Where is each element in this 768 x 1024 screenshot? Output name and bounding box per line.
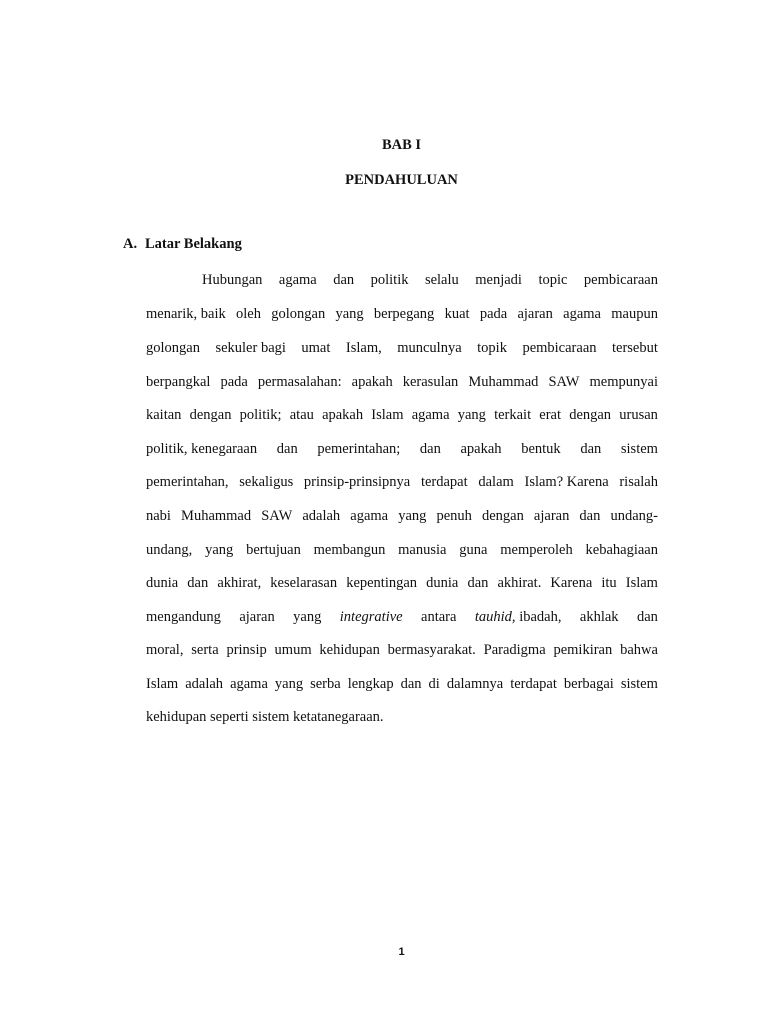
word: dan — [579, 508, 601, 524]
word: moral, — [146, 642, 184, 658]
word: akhirat, — [217, 575, 262, 591]
word: dan — [276, 441, 298, 457]
word: agama — [411, 407, 450, 423]
section-title: Latar Belakang — [145, 236, 242, 252]
word: yang — [398, 508, 427, 524]
word: yang — [293, 609, 322, 625]
paragraph-line — [146, 674, 658, 694]
word: Hubungan — [202, 272, 263, 288]
section-marker: A. — [123, 236, 138, 252]
paragraph-line — [146, 640, 658, 660]
paragraph-line — [146, 372, 658, 392]
word: undang, — [146, 542, 193, 558]
word: golongan — [146, 340, 200, 356]
word: prinsip — [226, 642, 267, 658]
word: kehidupan — [319, 642, 380, 658]
word: dengan — [481, 508, 524, 524]
word: dunia — [146, 575, 179, 591]
word: Islam, — [345, 340, 382, 356]
word: pembicaraan — [522, 340, 597, 356]
word: sistem — [620, 676, 658, 692]
word: yang — [457, 407, 486, 423]
word: politik, kenegaraan — [146, 441, 258, 457]
word: menjadi — [475, 272, 522, 288]
paragraph-line — [146, 573, 658, 593]
word: golongan — [271, 306, 326, 322]
word: manusia — [398, 542, 447, 558]
word: mengandung — [146, 609, 221, 625]
word: oleh — [236, 306, 261, 322]
word: Islam — [371, 407, 404, 423]
chapter-title: PENDAHULUAN — [345, 172, 458, 188]
word: pembicaraan — [583, 272, 658, 288]
word: lengkap — [347, 676, 394, 692]
word: tersebut — [612, 340, 658, 356]
word: dalam — [478, 474, 514, 490]
word: dan — [636, 609, 658, 625]
word: sekuler bagi — [215, 340, 286, 356]
word: tauhid, ibadah, — [474, 609, 562, 625]
word: berbagai — [563, 676, 614, 692]
word: akhlak — [579, 609, 619, 625]
word: pada — [220, 374, 248, 390]
word: agama — [563, 306, 601, 322]
word: undang- — [610, 508, 658, 524]
word: agama — [230, 676, 268, 692]
word: itu — [601, 575, 617, 591]
word: Islam — [625, 575, 658, 591]
paragraph-line — [146, 707, 658, 727]
word: topik — [477, 340, 507, 356]
word: keselarasan — [270, 575, 338, 591]
word: dan — [580, 441, 602, 457]
word: membangun — [313, 542, 386, 558]
word: sistem — [620, 441, 658, 457]
word: Islam? Karena — [524, 474, 609, 490]
word: umum — [274, 642, 312, 658]
word: berpangkal — [146, 374, 211, 390]
word: bertujuan — [246, 542, 301, 558]
word: erat — [539, 407, 562, 423]
word: kehidupan seperti sistem ketatanegaraan. — [146, 709, 384, 725]
paragraph-line — [202, 270, 658, 290]
paragraph-line — [146, 338, 658, 358]
word: permasalahan: — [257, 374, 342, 390]
word: Muhammad — [468, 374, 539, 390]
paragraph-line — [146, 439, 658, 459]
paragraph-line — [146, 472, 658, 492]
word: kaitan — [146, 407, 182, 423]
word: selalu — [424, 272, 459, 288]
word: serta — [191, 642, 219, 658]
word: bahwa — [620, 642, 658, 658]
word: dunia — [426, 575, 459, 591]
word: SAW — [261, 508, 293, 524]
section-heading — [123, 236, 242, 253]
word: menarik, baik — [146, 306, 226, 322]
word: politik; — [239, 407, 282, 423]
word: urusan — [619, 407, 658, 423]
word: SAW — [548, 374, 580, 390]
word: akhirat. — [497, 575, 542, 591]
word: antara — [421, 609, 457, 625]
word: dengan — [569, 407, 612, 423]
word: memperoleh — [500, 542, 573, 558]
word: apakah — [460, 441, 502, 457]
word: dalamnya — [446, 676, 504, 692]
word: dan — [419, 441, 441, 457]
word: bentuk — [521, 441, 561, 457]
word: ajaran — [239, 609, 275, 625]
word: agama — [350, 508, 389, 524]
word: umat — [301, 340, 331, 356]
paragraph-line — [146, 540, 658, 560]
word: terdapat — [510, 676, 557, 692]
word: Karena — [550, 575, 593, 591]
word: pemikiran — [553, 642, 613, 658]
word: topic — [538, 272, 568, 288]
word: serba — [310, 676, 341, 692]
word: nabi — [146, 508, 171, 524]
word: atau — [289, 407, 314, 423]
word: terdapat — [420, 474, 468, 490]
word: dengan — [189, 407, 232, 423]
chapter-number: BAB I — [381, 137, 422, 153]
word: kerasulan — [402, 374, 459, 390]
word: kepentingan — [346, 575, 418, 591]
word: pada — [479, 306, 508, 322]
page-number: 1 — [398, 946, 405, 958]
word: di — [428, 676, 440, 692]
word: munculnya — [397, 340, 462, 356]
word: pemerintahan, — [146, 474, 229, 490]
word: integrative — [339, 609, 403, 625]
word: yang — [335, 306, 364, 322]
word: maupun — [611, 306, 658, 322]
word: berpegang — [373, 306, 435, 322]
word: terkait — [494, 407, 532, 423]
word: adalah — [302, 508, 341, 524]
word: penuh — [436, 508, 472, 524]
word: mempunyai — [589, 374, 658, 390]
paragraph-line — [146, 405, 658, 425]
word: Paradigma — [483, 642, 546, 658]
word: sekaligus — [239, 474, 294, 490]
word: prinsip-prinsipnya — [303, 474, 411, 490]
word: apakah — [351, 374, 393, 390]
word: politik — [370, 272, 409, 288]
word: yang — [205, 542, 234, 558]
word: ajaran — [533, 508, 570, 524]
word: kuat — [444, 306, 470, 322]
word: apakah — [322, 407, 364, 423]
word: kebahagiaan — [585, 542, 658, 558]
word: dan — [187, 575, 209, 591]
paragraph-line — [146, 607, 658, 627]
word: guna — [459, 542, 488, 558]
word: dan — [333, 272, 355, 288]
word: Islam — [146, 676, 179, 692]
paragraph-line — [146, 304, 658, 324]
word: yang — [274, 676, 304, 692]
word: pemerintahan; — [317, 441, 401, 457]
word: Muhammad — [181, 508, 252, 524]
word: risalah — [619, 474, 658, 490]
word: ajaran — [517, 306, 553, 322]
paragraph-line — [146, 506, 658, 526]
word: adalah — [185, 676, 224, 692]
word: dan — [467, 575, 489, 591]
word: agama — [278, 272, 317, 288]
word: bermasyarakat. — [387, 642, 476, 658]
word: dan — [400, 676, 422, 692]
